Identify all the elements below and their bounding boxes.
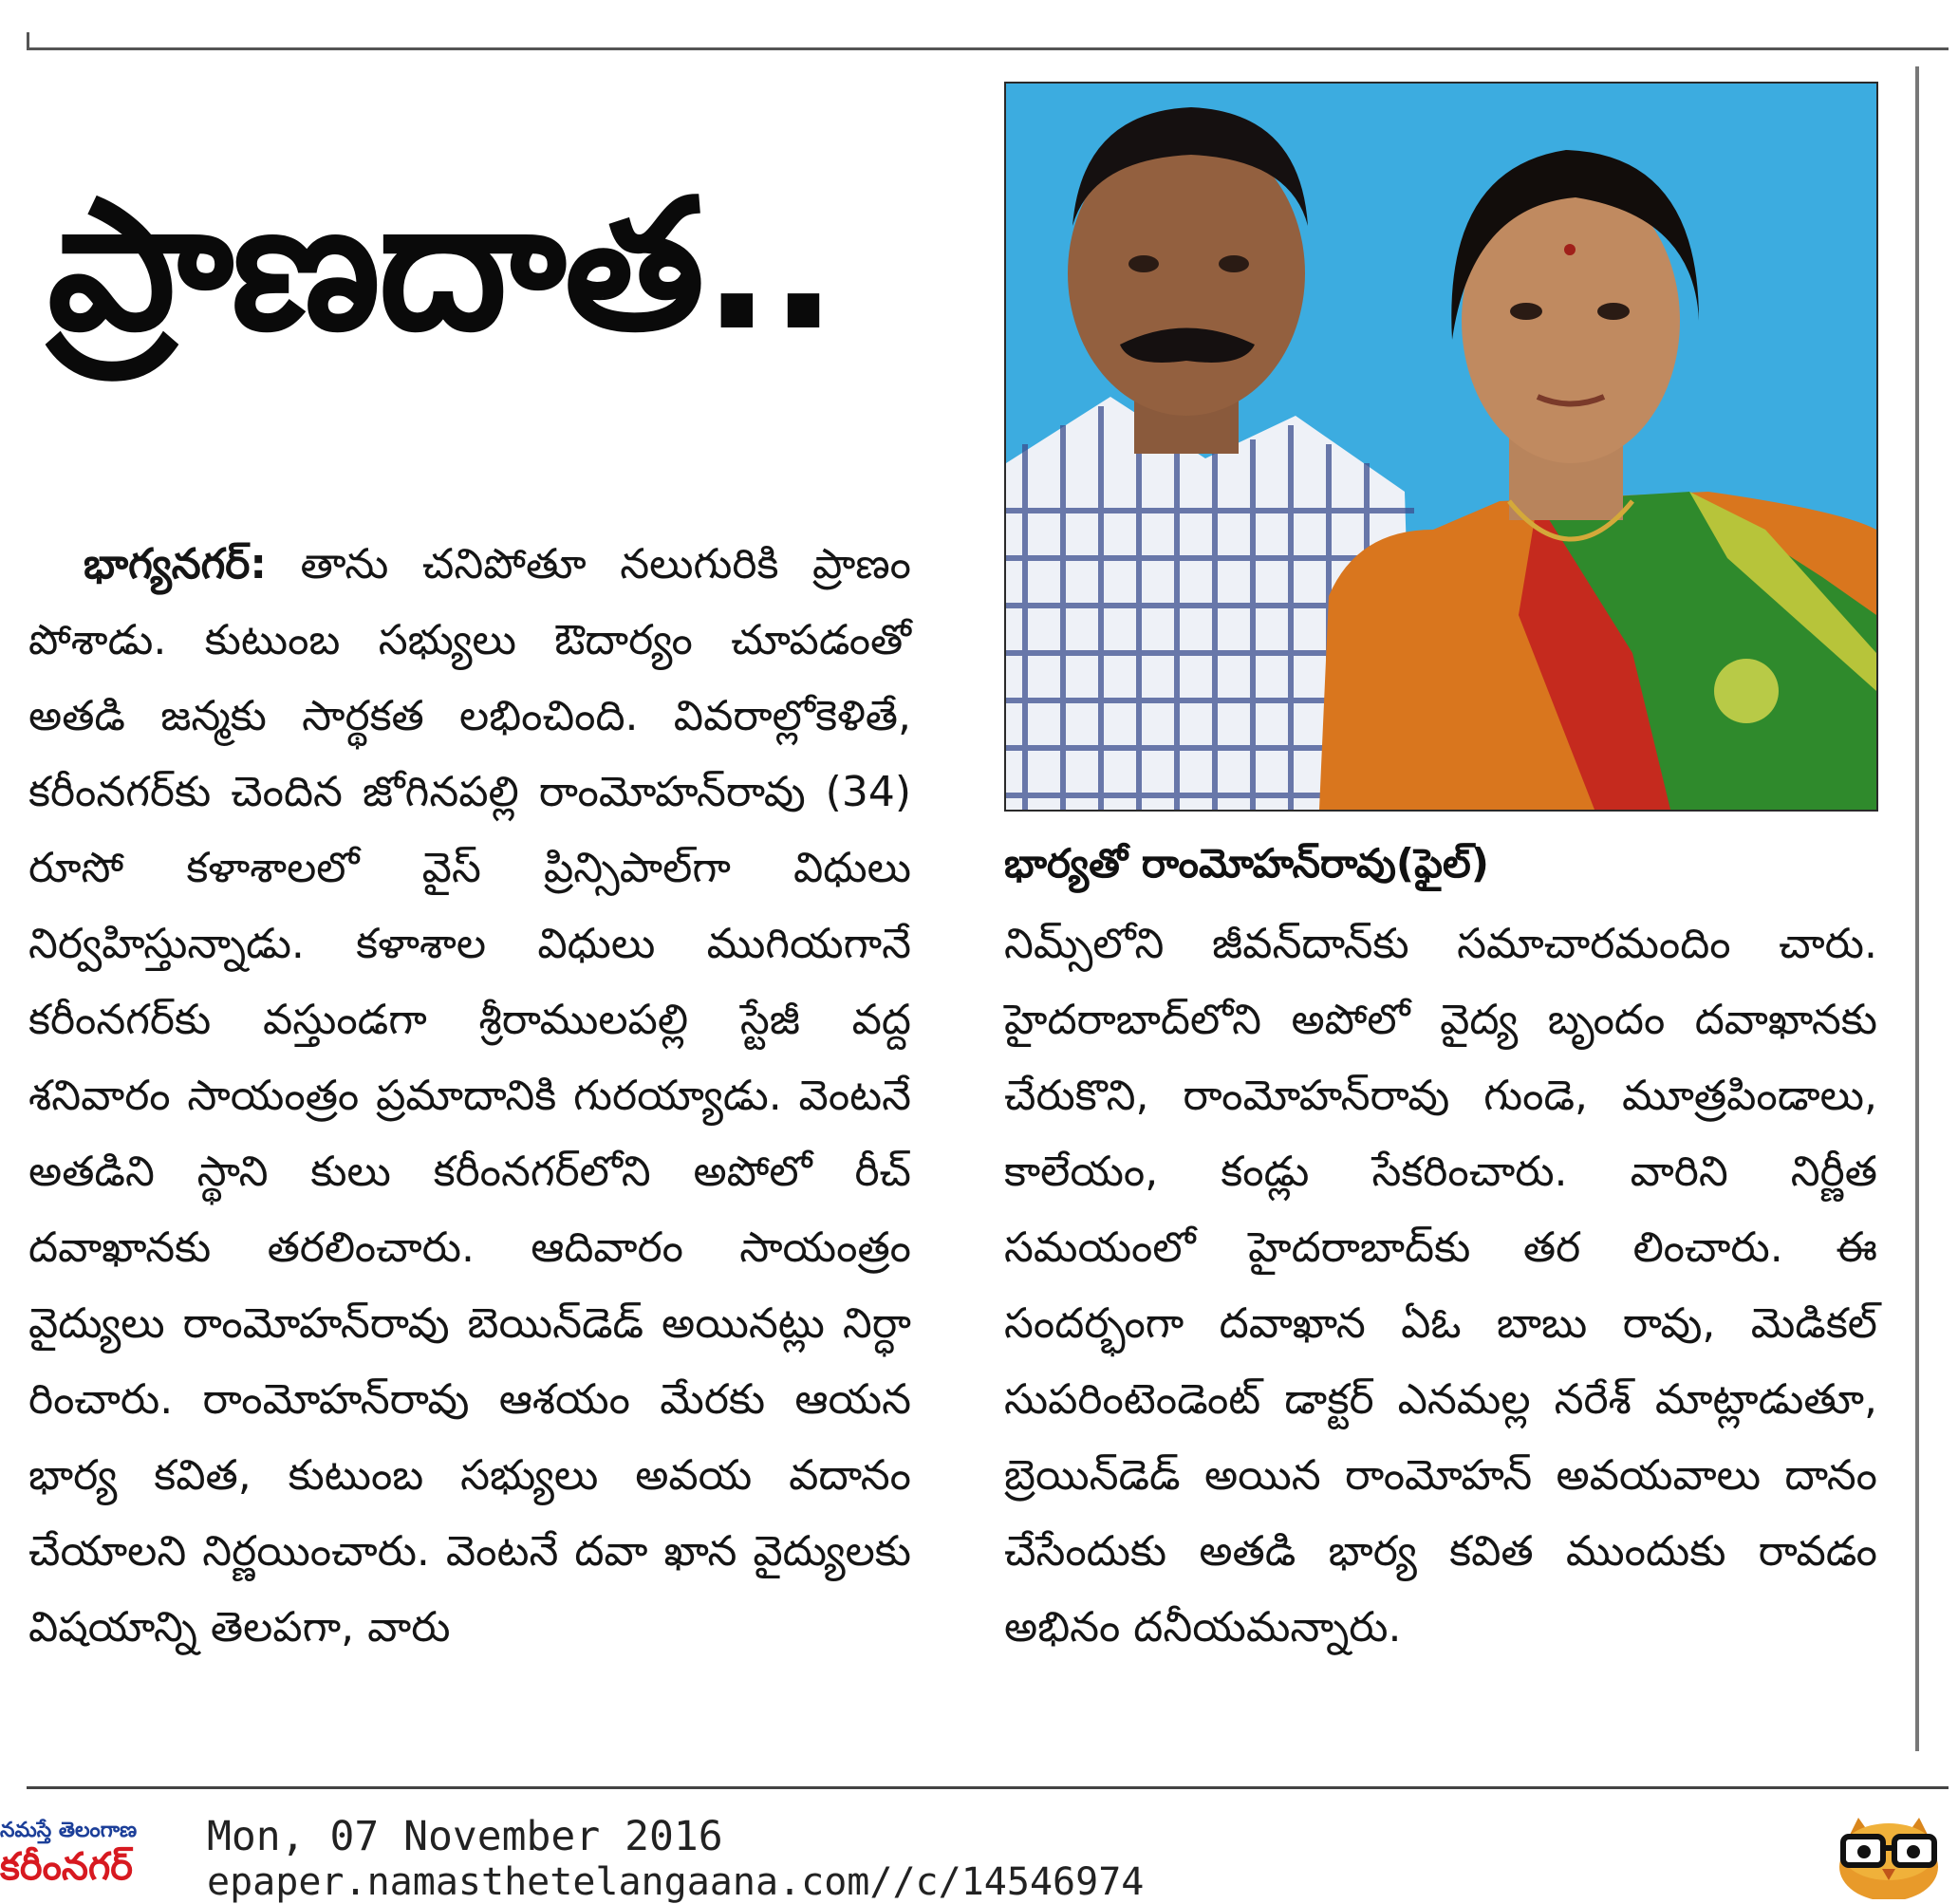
article-headline: ప్రాణదాత.. bbox=[47, 160, 836, 370]
epaper-link[interactable]: epaper.namasthetelangaana.com//c/14546974 bbox=[207, 1860, 1145, 1904]
photo-caption: భార్యతో రాంమోహన్‌రావు(ఫైల్) bbox=[1004, 840, 1489, 887]
article-body-text-right: నిమ్స్‌లోని జీవన్‌దాన్‌కు సమాచారమందిం చారు. హైదరాబాద్‌లోని అపోలో వైద్య బృందం దవాఖానకు చేరుకొని, రాంమోహన్‌రావు గుండె, మూత్రపిండాలు, కాలేయం, కండ్లు సేకరించారు. వారిని నిర్ణీత సమయంలో హైదరాబాద్‌కు తర లించారు. ఈ సందర్భంగా దవాఖాన ఏఓ బాబు రావు, మెడికల్ సుపరింటెండెంట్ డాక్టర్ ఎనమల్ల నరేశ్ మాట్లాడుతూ, బ్రెయిన్‌డెడ్ అయిన రాంమోహన్ అవయవాలు దానం చేసేందుకు అతడి భార్య కవిత ముందుకు రావడం అభినం దనీయమన్నారు. bbox=[1004, 920, 1877, 1652]
article-body-left-column bbox=[28, 527, 911, 1666]
article-body-text-left: తాను చనిపోతూ నలుగురికి ప్రాణం పోశాడు. కుటుంబ సభ్యులు ఔదార్యం చూపడంతో అతడి జన్మకు సార్థకత లభించింది. వివరాల్లోకెళితే, కరీంనగర్‌కు చెందిన జోగినపల్లి రాంమోహన్‌రావు (34) రూసో కళాశాలలో వైస్ ప్రిన్సిపాల్‌గా విధులు నిర్వహిస్తున్నాడు. కళాశాల విధులు ముగియగానే కరీంనగర్‌కు వస్తుండగా శ్రీరాములపల్లి స్టేజీ వద్ద శనివారం సాయంత్రం ప్రమాదానికి గురయ్యాడు. వెంటనే అతడిని స్థాని కులు కరీంనగర్‌లోని అపోలో రీచ్ దవాఖానకు తరలించారు. ఆదివారం సాయంత్రం వైద్యులు రాంమోహన్‌రావు బెయిన్‌డెడ్ అయినట్లు నిర్ధా రించారు. రాంమోహన్‌రావు ఆశయం మేరకు ఆయన భార్య కవిత, కుటుంబ సభ్యులు అవయ వదానం చేయాలని నిర్ణయించారు. వెంటనే దవా ఖాన వైద్యులకు విషయాన్ని తెలపగా, వారు bbox=[28, 540, 911, 1652]
newspaper-logo bbox=[0, 1818, 190, 1894]
article-photo bbox=[1004, 82, 1878, 812]
top-rule bbox=[27, 47, 1949, 50]
edition-date: Mon, 07 November 2016 bbox=[207, 1813, 723, 1860]
bottom-rule bbox=[27, 1786, 1949, 1789]
edition-name: కరీంనగర్ bbox=[0, 1845, 133, 1889]
right-rule bbox=[1915, 66, 1919, 1751]
owl-with-glasses-icon bbox=[1830, 1808, 1949, 1899]
newspaper-logo-title: నమస్తే తెలంగాణ bbox=[0, 1819, 138, 1842]
article-dateline: భాగ్యనగర్: bbox=[84, 540, 267, 588]
article-body-right-column bbox=[1004, 906, 1877, 1666]
couple-photo-image bbox=[1006, 84, 1876, 810]
article-paragraph-left bbox=[28, 527, 911, 1666]
